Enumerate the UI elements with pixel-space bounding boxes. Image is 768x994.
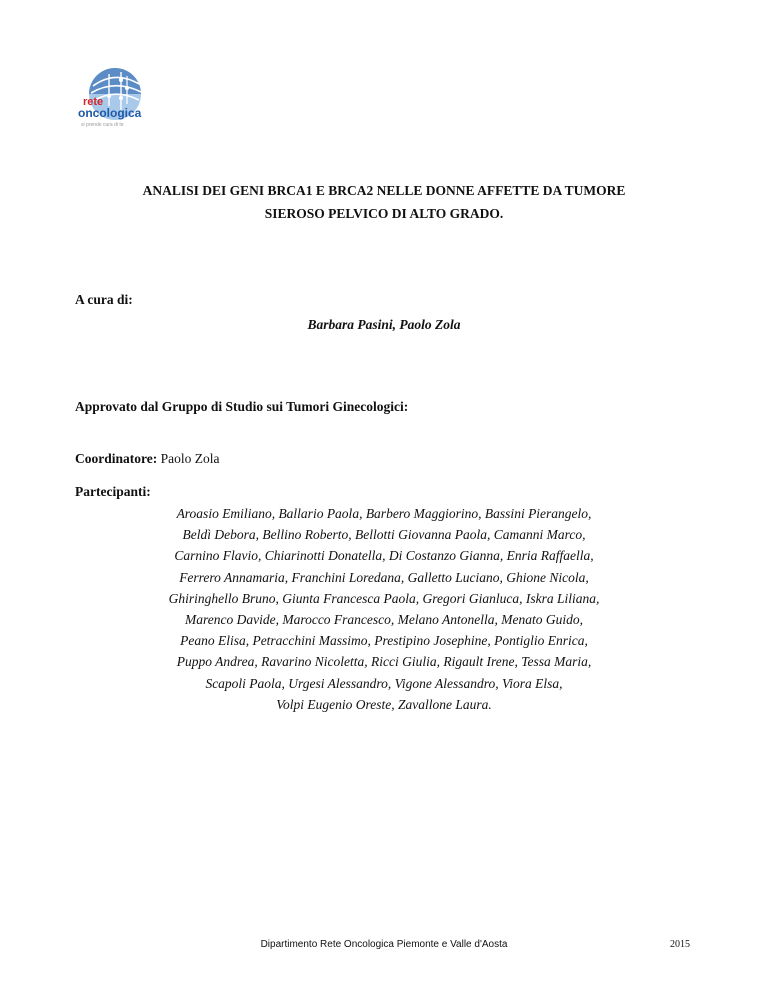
participants-line: Puppo Andrea, Ravarino Nicoletta, Ricci Giulia, Rigault Irene, Tessa Maria,	[176, 654, 592, 670]
participants-line: Marenco Davide, Marocco Francesco, Melano Antonella, Menato Guido,	[184, 612, 584, 628]
document-title	[60, 179, 708, 225]
participants-line: Aroasio Emiliano, Ballario Paola, Barbero Maggiorino, Bassini Pierangelo,	[176, 506, 592, 521]
participants-line: Scapoli Paola, Urgesi Alessandro, Vigone Alessandro, Viora Elsa,	[205, 675, 563, 691]
participants-line: Carnino Flavio, Chiarinotti Donatella, Di Costanzo Gianna, Enria Raffaella,	[174, 548, 594, 564]
coordinator-label: Coordinatore:	[75, 451, 158, 466]
authors: Barbara Pasini, Paolo Zola	[307, 317, 461, 332]
coordinator-name: Paolo Zola	[160, 451, 220, 466]
curated-by-label: A cura di:	[75, 292, 133, 307]
title-line-1: ANALISI DEI GENI BRCA1 E BRCA2 NELLE DONNE AFFETTE DA TUMORE	[142, 183, 626, 198]
participants-line: Ghiringhello Bruno, Giunta Francesca Paola, Gregori Gianluca, Iskra Liliana,	[168, 590, 600, 606]
participants-heading: Partecipanti:	[75, 484, 151, 499]
logo-tagline: si prende cura di te	[81, 122, 124, 128]
rete-oncologica-logo	[75, 66, 171, 136]
participants-list	[60, 503, 708, 715]
title-line-2: SIEROSO PELVICO DI ALTO GRADO.	[264, 206, 504, 221]
participants-line: Volpi Eugenio Oreste, Zavallone Laura.	[276, 696, 492, 712]
logo-wordmark-oncologica: oncologica	[78, 106, 142, 120]
approved-by-heading: Approvato dal Gruppo di Studio sui Tumori Ginecologici:	[75, 399, 409, 414]
footer-year: 2015	[670, 939, 690, 950]
participants-line: Beldì Debora, Bellino Roberto, Bellotti Giovanna Paola, Camanni Marco,	[182, 527, 586, 543]
coordinator	[75, 451, 220, 467]
participants-line: Peano Elisa, Petracchini Massimo, Prestipino Josephine, Pontiglio Enrica,	[180, 633, 588, 649]
participants-line: Ferrero Annamaria, Franchini Loredana, Galletto Luciano, Ghione Nicola,	[179, 569, 589, 585]
footer-department: Dipartimento Rete Oncologica Piemonte e Valle d'Aosta	[260, 939, 508, 950]
logo-wordmark-rete: rete	[83, 96, 104, 108]
